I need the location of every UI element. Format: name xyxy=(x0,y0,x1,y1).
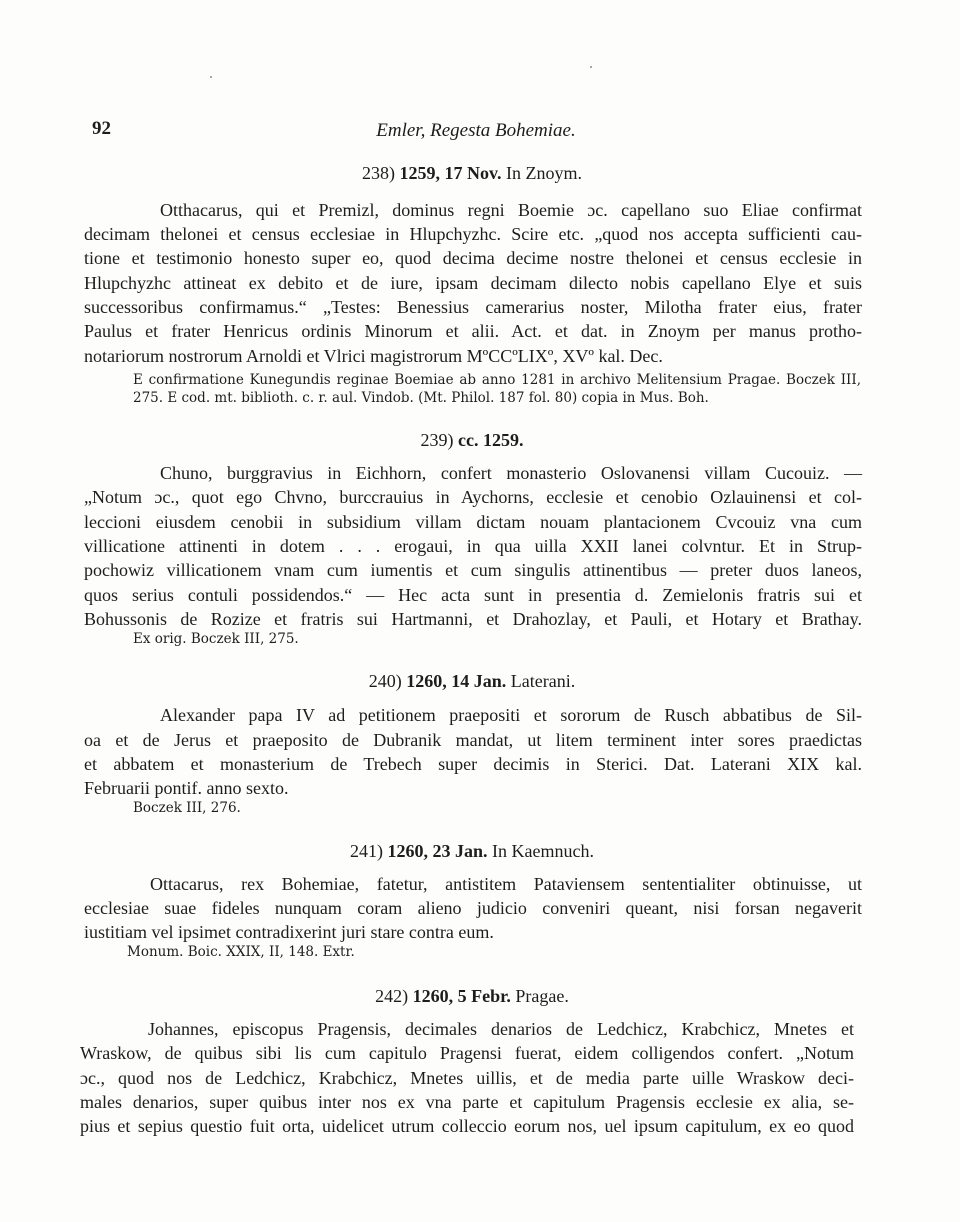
entry-month: Jan. xyxy=(455,841,488,861)
text-line: decimam thelonei et census ecclesiae in Hlupchyzhc. Scire etc. „quod nos accepta sufficienti cau- xyxy=(84,224,862,244)
text-line: Bohussonis de Rozize et fratris sui Hartmanni, et Drahozlay, et Pauli, et Hotary et Brathay. xyxy=(84,609,862,629)
source-note: Ex orig. Boczek III, 275. xyxy=(133,631,299,647)
text-line: ɔc., quod nos de Ledchicz, Krabchicz, Mnetes uillis, et de media parte uille Wraskow deci- xyxy=(80,1068,854,1088)
text-line: successoribus confirmamus.“ „Testes: Benessius camerarius noster, Milotha frater eius, frater xyxy=(84,297,862,317)
text-line: males denarios, super quibus inter nos ex vna parte et capitulum Pragensis ecclesie ex alia, se- xyxy=(80,1092,854,1112)
entry-number: 240) xyxy=(368,671,402,691)
entry-date: 1260, 5 xyxy=(412,986,467,1006)
scan-speck xyxy=(210,76,212,78)
text-line: tione et testimonio honesto super eo, quod decima decime nostre thelonei et census ecclesie in xyxy=(84,248,862,268)
text-line: ecclesiae suae fideles nunquam coram alieno judicio conveniri queant, nisi forsan negaverit xyxy=(84,898,862,918)
entry-date: 1260, 14 xyxy=(406,671,470,691)
entry-place: Pragae. xyxy=(515,986,569,1006)
text-line: iustitiam vel ipsimet contradixerint juri stare contra eum. xyxy=(84,922,494,942)
entry-heading-241 xyxy=(82,841,862,862)
text-line: Februarii pontif. anno sexto. xyxy=(84,778,289,798)
text-line: Chuno, burggravius in Eichhorn, confert monasterio Oslovanensi villam Cucouiz. — xyxy=(160,463,862,483)
text-line: Otthacarus, qui et Premizl, dominus regni Boemie ɔc. capellano suo Eliae confirmat xyxy=(160,200,862,220)
entry-heading-238 xyxy=(82,163,862,184)
text-line: villicatione attinenti in dotem . . . erogaui, in qua uilla XXII lanei colvntur. Et in Strup- xyxy=(84,536,862,556)
entry-month: Nov. xyxy=(466,163,502,183)
source-note: 275. E cod. mt. biblioth. c. r. aul. Vindob. (Mt. Philol. 187 fol. 80) copia in Mus. Boh. xyxy=(133,390,709,406)
entry-month: Jan. xyxy=(473,671,507,691)
text-line: Hlupchyzhc attineat ex debito et de iure, ipsam decimam dilecto nobis capellano Elye et suis xyxy=(84,273,862,293)
text-line: pius et sepius questio fuit orta, uidelicet utrum colleccio eorum nos, uel ipsum capitulum, ex eo quod xyxy=(80,1116,854,1136)
text-line: „Notum ɔc., quot ego Chvno, burccrauius in Aychorns, ecclesie et cenobio Ozlauinensi et col- xyxy=(84,487,862,507)
entry-date: cc. 1259. xyxy=(458,430,524,450)
entry-place: In Znoym. xyxy=(506,163,582,183)
entry-heading-240 xyxy=(82,671,862,692)
entry-number: 241) xyxy=(350,841,383,861)
entry-number: 242) xyxy=(375,986,409,1006)
text-line: Paulus et frater Henricus ordinis Minorum et alii. Act. et dat. in Znoym per manus protho- xyxy=(84,321,862,341)
entry-number: 238) xyxy=(361,163,395,183)
source-note: Boczek III, 276. xyxy=(133,800,241,816)
entry-date: 1260, 23 xyxy=(387,841,451,861)
text-line: leccioni eiusdem cenobii in subsidium villam dictam nouam plantacionem Cvcouiz vna cum xyxy=(84,512,862,532)
source-note: Monum. Boic. XXIX, II, 148. Extr. xyxy=(127,944,355,960)
page-number: 92 xyxy=(92,118,111,139)
entry-heading-239 xyxy=(82,430,862,451)
entry-place: In Kaemnuch. xyxy=(492,841,594,861)
page-header-title: Emler, Regesta Bohemiae. xyxy=(376,120,576,141)
text-line: notariorum nostrorum Arnoldi et Vlrici magistrorum MºCCºLIXº, XVº kal. Dec. xyxy=(84,346,663,366)
source-note: E confirmatione Kunegundis reginae Boemiae ab anno 1281 in archivo Melitensium Pragae. Boczek III, xyxy=(133,372,861,388)
entry-date: 1259, 17 xyxy=(399,163,463,183)
entry-month: Febr. xyxy=(471,986,511,1006)
text-line: Ottacarus, rex Bohemiae, fatetur, antistitem Pataviensem sententialiter obtinuisse, ut xyxy=(150,874,862,894)
text-line: et abbatem et monasterium de Trebech super decimis in Sterici. Dat. Laterani XIX kal. xyxy=(84,754,862,774)
entry-heading-242 xyxy=(82,986,862,1007)
text-line: pochowiz villicationem vnam cum iumentis et cum singulis attinentibus — preter duos laneos, xyxy=(84,560,862,580)
text-line: quos serius contuli possidendos.“ — Hec acta sunt in presentia d. Zemielonis fratris sui et xyxy=(84,585,862,605)
text-line: Wraskow, de quibus sibi lis cum capitulo Pragensi fuerat, eidem colligendos confert. „Notum xyxy=(80,1043,854,1063)
entry-number: 239) xyxy=(420,430,454,450)
text-line: Johannes, episcopus Pragensis, decimales denarios de Ledchicz, Krabchicz, Mnetes et xyxy=(148,1019,854,1039)
text-line: Alexander papa IV ad petitionem praepositi et sororum de Rusch abbatibus de Sil- xyxy=(160,705,862,725)
entry-place: Laterani. xyxy=(510,671,576,691)
running-head xyxy=(92,118,860,146)
text-line: oa et de Jerus et praeposito de Dubranik mandat, ut litem terminent inter sores praedictas xyxy=(84,730,862,750)
scan-speck xyxy=(590,66,592,68)
